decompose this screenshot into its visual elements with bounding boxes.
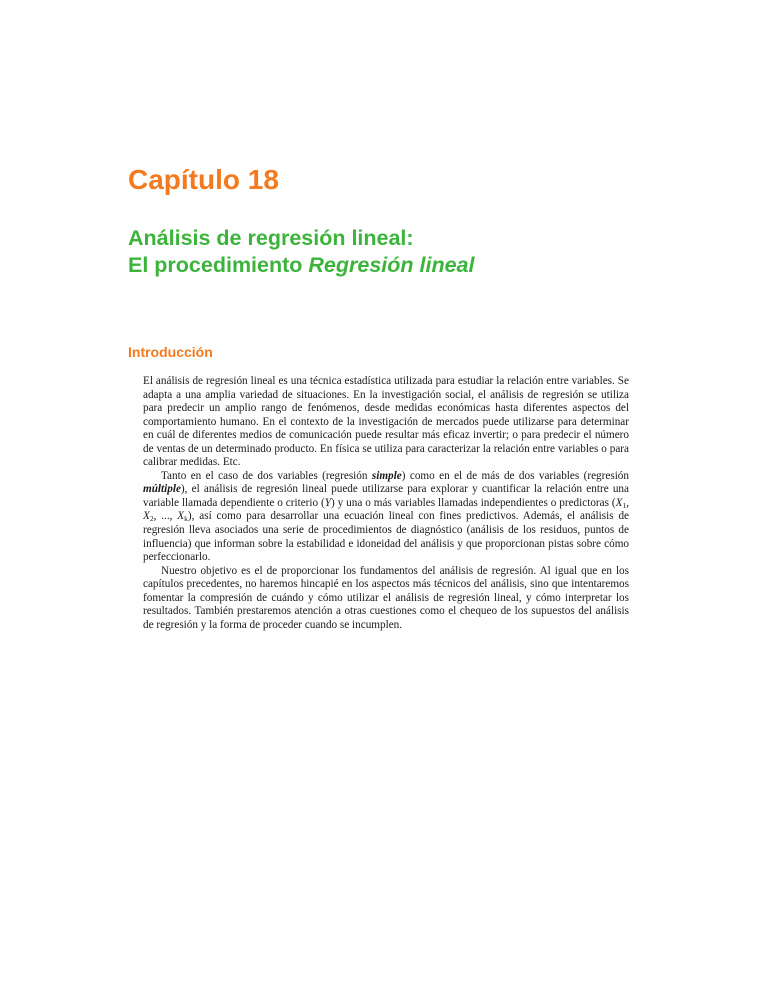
section-heading-introduccion: Introducción [128, 344, 213, 360]
p2-var-x2-sub: 2 [149, 514, 154, 524]
p2-var-x2: X [143, 510, 150, 523]
p2-var-y: Y [324, 496, 331, 509]
chapter-title-line-2-prefix: El procedimiento [128, 253, 309, 277]
body-text [143, 375, 629, 632]
chapter-title [128, 225, 474, 279]
paragraph-1: El análisis de regresión lineal es una técnica estadística utilizada para estudiar la relación entre variables. Se adapta a una amplia variedad de situaciones. En la investigación social, el análisis de regresión se utiliza para predecir un amplio rango de fenómenos, desde medidas económicas hasta diferentes aspectos del comportamiento humano. En el contexto de la investigación de mercados puede utilizarse para determinar en cuál de diferentes medios de comunicación puede resultar más eficaz invertir; o para predecir el número de ventas de un determinado producto. En física se utiliza para caracterizar la relación entre variables o para calibrar medidas. Etc. [143, 375, 629, 469]
p2-text-4: ) y una o más variables llamadas independientes o predictoras ( [330, 496, 616, 509]
p2-sep-2: , ..., [153, 510, 178, 523]
p2-var-xk: X [177, 510, 185, 523]
p2-text-2: ) como en el de más de dos variables (regresión [401, 469, 629, 482]
p2-text-3: ), el análisis de regresión lineal puede utilizarse para explorar y cuantificar la relación entre una variable llamada dependiente o criterio ( [143, 483, 629, 509]
p2-multiple: múltiple [143, 483, 181, 496]
chapter-title-line-2-italic: Regresión lineal [308, 253, 475, 277]
p2-var-x1-sub: 1 [622, 500, 627, 510]
paragraph-2 [143, 470, 629, 565]
chapter-title-line-2 [128, 252, 474, 279]
paragraph-3: Nuestro objetivo es el de proporcionar los fundamentos del análisis de regresión. Al igual que en los capítulos precedentes, no haremos hincapié en los aspectos más técnicos del análisis, sino que intentaremos fomentar la compresión de cuándo y cómo utilizar el análisis de regresión lineal, y cómo interpretar los resultados. También prestaremos atención a otras cuestiones como el chequeo de los supuestos del análisis de regresión y la forma de proceder cuando se incumplen. [143, 564, 629, 631]
p2-text-1: Tanto en el caso de dos variables (regresión [161, 469, 372, 482]
p2-sep-1: , [626, 496, 629, 509]
p2-text-5: ), así como para desarrollar una ecuación lineal con fines predictivos. Además, el análisis de regresión lleva asociados una serie de procedimientos de diagnóstico (análisis de los residuos, puntos de influencia) que informan sobre la estabilidad e idoneidad del análisis y que proporcionan pistas sobre cómo perfeccionarlo. [143, 510, 629, 564]
chapter-label: Capítulo 18 [128, 164, 279, 195]
p2-var-x1: X [615, 496, 623, 509]
p2-simple: simple [371, 469, 402, 482]
chapter-title-line-1: Análisis de regresión lineal: [128, 226, 414, 250]
p2-var-xk-sub: k [184, 514, 188, 524]
